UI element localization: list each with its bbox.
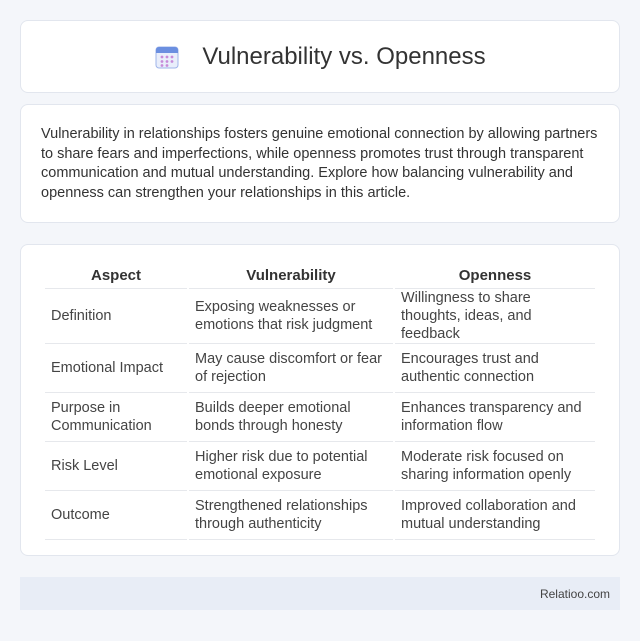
table-row [45, 442, 595, 491]
table-row [45, 491, 595, 540]
intro-paragraph: Vulnerability in relationships fosters genuine emotional connection by allowing partners to share fears and imperfections, while openness promotes trust through transparent communication and mutual understanding. Explore how balancing vulnerability and openness can strengthen your relationships in this article. [41, 126, 598, 201]
row-openness-cell: Enhances transparency and information flow [395, 393, 595, 442]
row-vulnerability-cell: Strengthened relationships through authenticity [189, 491, 393, 540]
table-header-row [45, 265, 595, 289]
column-header-aspect: Aspect [45, 265, 187, 289]
row-aspect-cell: Emotional Impact [45, 344, 187, 393]
row-openness-cell: Moderate risk focused on sharing information openly [395, 442, 595, 491]
table-row [45, 289, 595, 344]
header-card [20, 20, 620, 93]
footer-brand-link[interactable]: Relatioo.com [539, 586, 610, 601]
row-vulnerability-cell: May cause discomfort or fear of rejection [189, 344, 393, 393]
calendar-grid-icon [154, 44, 180, 70]
row-vulnerability-cell: Builds deeper emotional bonds through honesty [189, 393, 393, 442]
column-header-vulnerability: Vulnerability [189, 265, 393, 289]
row-openness-cell: Willingness to share thoughts, ideas, and feedback [395, 289, 595, 344]
footer-bar [20, 577, 620, 610]
row-openness-cell: Encourages trust and authentic connection [395, 344, 595, 393]
page-title: Vulnerability vs. Openness [202, 42, 486, 70]
row-aspect-cell: Purpose in Communication [45, 393, 187, 442]
row-aspect-cell: Risk Level [45, 442, 187, 491]
intro-card [20, 104, 620, 223]
column-header-openness: Openness [395, 265, 595, 289]
comparison-table-card [20, 244, 620, 556]
row-vulnerability-cell: Higher risk due to potential emotional exposure [189, 442, 393, 491]
table-row [45, 344, 595, 393]
row-openness-cell: Improved collaboration and mutual understanding [395, 491, 595, 540]
row-aspect-cell: Definition [45, 289, 187, 344]
row-aspect-cell: Outcome [45, 491, 187, 540]
title-wrap [154, 43, 485, 71]
comparison-table [43, 265, 597, 540]
table-row [45, 393, 595, 442]
row-vulnerability-cell: Exposing weaknesses or emotions that risk judgment [189, 289, 393, 344]
